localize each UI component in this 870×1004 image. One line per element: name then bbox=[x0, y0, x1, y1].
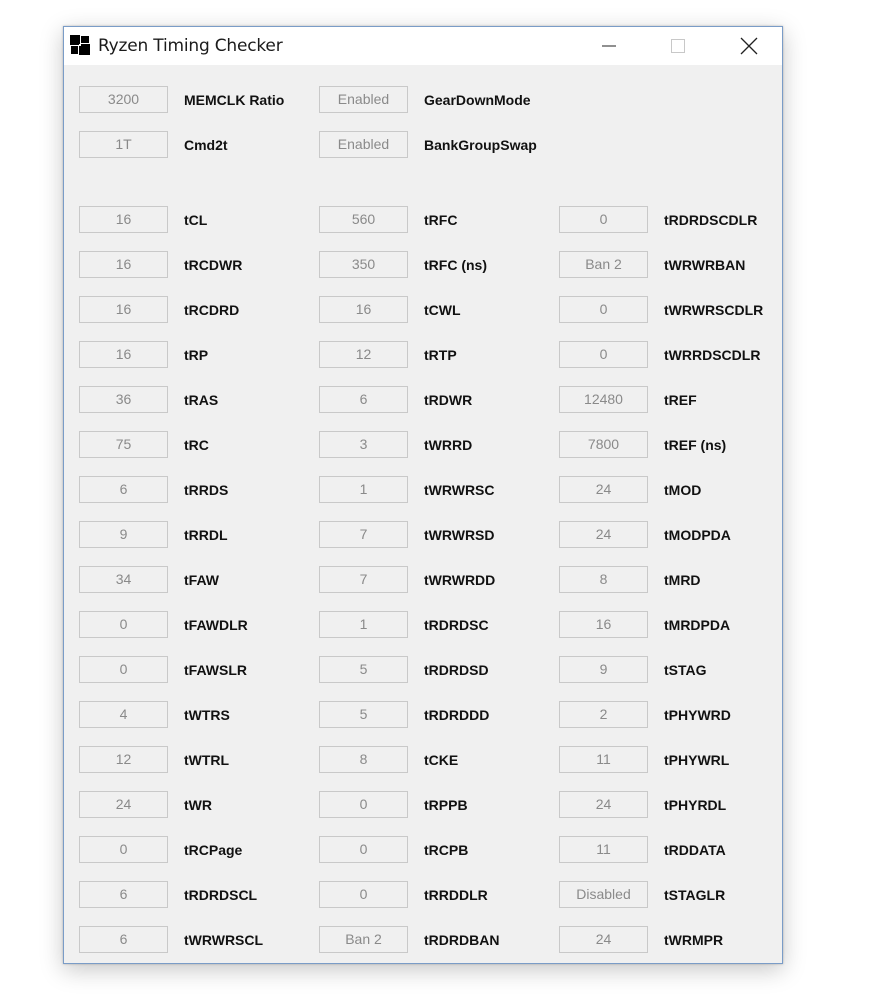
trdrdscl-label: tRDRDSCL bbox=[184, 887, 258, 903]
tmodpda-value-field[interactable]: 24 bbox=[559, 521, 648, 548]
twrwrscdlr-value-field[interactable]: 0 bbox=[559, 296, 648, 323]
tcl-value-field[interactable]: 16 bbox=[79, 206, 168, 233]
trcdrd-label: tRCDRD bbox=[184, 302, 240, 318]
tstag-label: tSTAG bbox=[664, 662, 707, 678]
trdrdsd-value-field[interactable]: 5 bbox=[319, 656, 408, 683]
trdrdsc-label: tRDRDSC bbox=[424, 617, 489, 633]
tstaglr-label: tSTAGLR bbox=[664, 887, 726, 903]
trtp-label: tRTP bbox=[424, 347, 457, 363]
tras-value-field[interactable]: 36 bbox=[79, 386, 168, 413]
tfaw-value-field[interactable]: 34 bbox=[79, 566, 168, 593]
tstag-value-field[interactable]: 9 bbox=[559, 656, 648, 683]
trddata-value-field[interactable]: 11 bbox=[559, 836, 648, 863]
trcpage-label: tRCPage bbox=[184, 842, 243, 858]
trcdwr-value-field[interactable]: 16 bbox=[79, 251, 168, 278]
trdrdscdlr-label: tRDRDSCDLR bbox=[664, 212, 758, 228]
trdrddd-label: tRDRDDD bbox=[424, 707, 490, 723]
close-button[interactable] bbox=[720, 27, 778, 65]
tcwl-label: tCWL bbox=[424, 302, 461, 318]
trc-label: tRC bbox=[184, 437, 209, 453]
minimize-icon bbox=[601, 38, 617, 54]
trcpage-value-field[interactable]: 0 bbox=[79, 836, 168, 863]
tmod-value-field[interactable]: 24 bbox=[559, 476, 648, 503]
twrwrscl-value-field[interactable]: 6 bbox=[79, 926, 168, 953]
tmrdpda-value-field[interactable]: 16 bbox=[559, 611, 648, 638]
geardownmode-label: GearDownMode bbox=[424, 92, 531, 108]
twrwrdd-value-field[interactable]: 7 bbox=[319, 566, 408, 593]
tphywrd-label: tPHYWRD bbox=[664, 707, 731, 723]
trfc-ns-value-field[interactable]: 350 bbox=[319, 251, 408, 278]
trfc-value-field[interactable]: 560 bbox=[319, 206, 408, 233]
tref-ns-label: tREF (ns) bbox=[664, 437, 727, 453]
twrwrdd-label: tWRWRDD bbox=[424, 572, 496, 588]
trdrddd-value-field[interactable]: 5 bbox=[319, 701, 408, 728]
twrwrscdlr-label: tWRWRSCDLR bbox=[664, 302, 764, 318]
twrwrsc-value-field[interactable]: 1 bbox=[319, 476, 408, 503]
twr-label: tWR bbox=[184, 797, 212, 813]
tras-label: tRAS bbox=[184, 392, 219, 408]
app-window bbox=[63, 26, 783, 964]
twrrdscdlr-value-field[interactable]: 0 bbox=[559, 341, 648, 368]
twtrl-value-field[interactable]: 12 bbox=[79, 746, 168, 773]
twrwrban-value-field[interactable]: Ban 2 bbox=[559, 251, 648, 278]
tphywrl-label: tPHYWRL bbox=[664, 752, 730, 768]
tphywrl-value-field[interactable]: 11 bbox=[559, 746, 648, 773]
twrmpr-value-field[interactable]: 24 bbox=[559, 926, 648, 953]
twtrs-value-field[interactable]: 4 bbox=[79, 701, 168, 728]
tfawslr-value-field[interactable]: 0 bbox=[79, 656, 168, 683]
tmrdpda-label: tMRDPDA bbox=[664, 617, 731, 633]
app-logo-icon bbox=[70, 35, 90, 55]
tfawdlr-label: tFAWDLR bbox=[184, 617, 248, 633]
window-title: Ryzen Timing Checker bbox=[98, 36, 283, 56]
twrwrsc-label: tWRWRSC bbox=[424, 482, 495, 498]
maximize-button[interactable] bbox=[649, 27, 707, 65]
tfawdlr-value-field[interactable]: 0 bbox=[79, 611, 168, 638]
trdwr-value-field[interactable]: 6 bbox=[319, 386, 408, 413]
twrwrsd-label: tWRWRSD bbox=[424, 527, 495, 543]
twtrs-label: tWTRS bbox=[184, 707, 230, 723]
trdrdban-label: tRDRDBAN bbox=[424, 932, 500, 948]
trppb-value-field[interactable]: 0 bbox=[319, 791, 408, 818]
twrwrsd-value-field[interactable]: 7 bbox=[319, 521, 408, 548]
trppb-label: tRPPB bbox=[424, 797, 468, 813]
trrdl-label: tRRDL bbox=[184, 527, 228, 543]
tcwl-value-field[interactable]: 16 bbox=[319, 296, 408, 323]
twrwrban-label: tWRWRBAN bbox=[664, 257, 746, 273]
tfaw-label: tFAW bbox=[184, 572, 219, 588]
trcpb-label: tRCPB bbox=[424, 842, 469, 858]
geardownmode-value-field[interactable]: Enabled bbox=[319, 86, 408, 113]
trdrdscdlr-value-field[interactable]: 0 bbox=[559, 206, 648, 233]
trp-label: tRP bbox=[184, 347, 209, 363]
tref-ns-value-field[interactable]: 7800 bbox=[559, 431, 648, 458]
tref-value-field[interactable]: 12480 bbox=[559, 386, 648, 413]
tmod-label: tMOD bbox=[664, 482, 702, 498]
bankgroupswap-value-field[interactable]: Enabled bbox=[319, 131, 408, 158]
twrrd-label: tWRRD bbox=[424, 437, 473, 453]
trtp-value-field[interactable]: 12 bbox=[319, 341, 408, 368]
maximize-icon bbox=[670, 38, 686, 54]
trrddlr-label: tRRDDLR bbox=[424, 887, 488, 903]
trcdwr-label: tRCDWR bbox=[184, 257, 243, 273]
trcdrd-value-field[interactable]: 16 bbox=[79, 296, 168, 323]
cmd2t-value-field[interactable]: 1T bbox=[79, 131, 168, 158]
twrrdscdlr-label: tWRRDSCDLR bbox=[664, 347, 761, 363]
tphyrdl-value-field[interactable]: 24 bbox=[559, 791, 648, 818]
tfawslr-label: tFAWSLR bbox=[184, 662, 247, 678]
trfc-label: tRFC bbox=[424, 212, 458, 228]
memclk-ratio-label: MEMCLK Ratio bbox=[184, 92, 285, 108]
trcpb-value-field[interactable]: 0 bbox=[319, 836, 408, 863]
tstaglr-value-field[interactable]: Disabled bbox=[559, 881, 648, 908]
trdrdsd-label: tRDRDSD bbox=[424, 662, 489, 678]
twrwrscl-label: tWRWRSCL bbox=[184, 932, 264, 948]
bankgroupswap-label: BankGroupSwap bbox=[424, 137, 537, 153]
trdrdscl-value-field[interactable]: 6 bbox=[79, 881, 168, 908]
cmd2t-label: Cmd2t bbox=[184, 137, 228, 153]
trfc-ns-label: tRFC (ns) bbox=[424, 257, 487, 273]
tcke-value-field[interactable]: 8 bbox=[319, 746, 408, 773]
tphyrdl-label: tPHYRDL bbox=[664, 797, 727, 813]
trrds-value-field[interactable]: 6 bbox=[79, 476, 168, 503]
trp-value-field[interactable]: 16 bbox=[79, 341, 168, 368]
tmrd-value-field[interactable]: 8 bbox=[559, 566, 648, 593]
tcke-label: tCKE bbox=[424, 752, 459, 768]
tmodpda-label: tMODPDA bbox=[664, 527, 731, 543]
trc-value-field[interactable]: 75 bbox=[79, 431, 168, 458]
twrmpr-label: tWRMPR bbox=[664, 932, 724, 948]
twtrl-label: tWTRL bbox=[184, 752, 230, 768]
tmrd-label: tMRD bbox=[664, 572, 701, 588]
trrddlr-value-field[interactable]: 0 bbox=[319, 881, 408, 908]
title-bar[interactable] bbox=[64, 27, 782, 65]
tcl-label: tCL bbox=[184, 212, 208, 228]
trddata-label: tRDDATA bbox=[664, 842, 726, 858]
twrrd-value-field[interactable]: 3 bbox=[319, 431, 408, 458]
trdrdsc-value-field[interactable]: 1 bbox=[319, 611, 408, 638]
trdrdban-value-field[interactable]: Ban 2 bbox=[319, 926, 408, 953]
trrds-label: tRRDS bbox=[184, 482, 229, 498]
minimize-button[interactable] bbox=[580, 27, 638, 65]
twr-value-field[interactable]: 24 bbox=[79, 791, 168, 818]
tphywrd-value-field[interactable]: 2 bbox=[559, 701, 648, 728]
trdwr-label: tRDWR bbox=[424, 392, 473, 408]
memclk-ratio-value-field[interactable]: 3200 bbox=[79, 86, 168, 113]
trrdl-value-field[interactable]: 9 bbox=[79, 521, 168, 548]
close-icon bbox=[740, 37, 758, 55]
tref-label: tREF bbox=[664, 392, 697, 408]
